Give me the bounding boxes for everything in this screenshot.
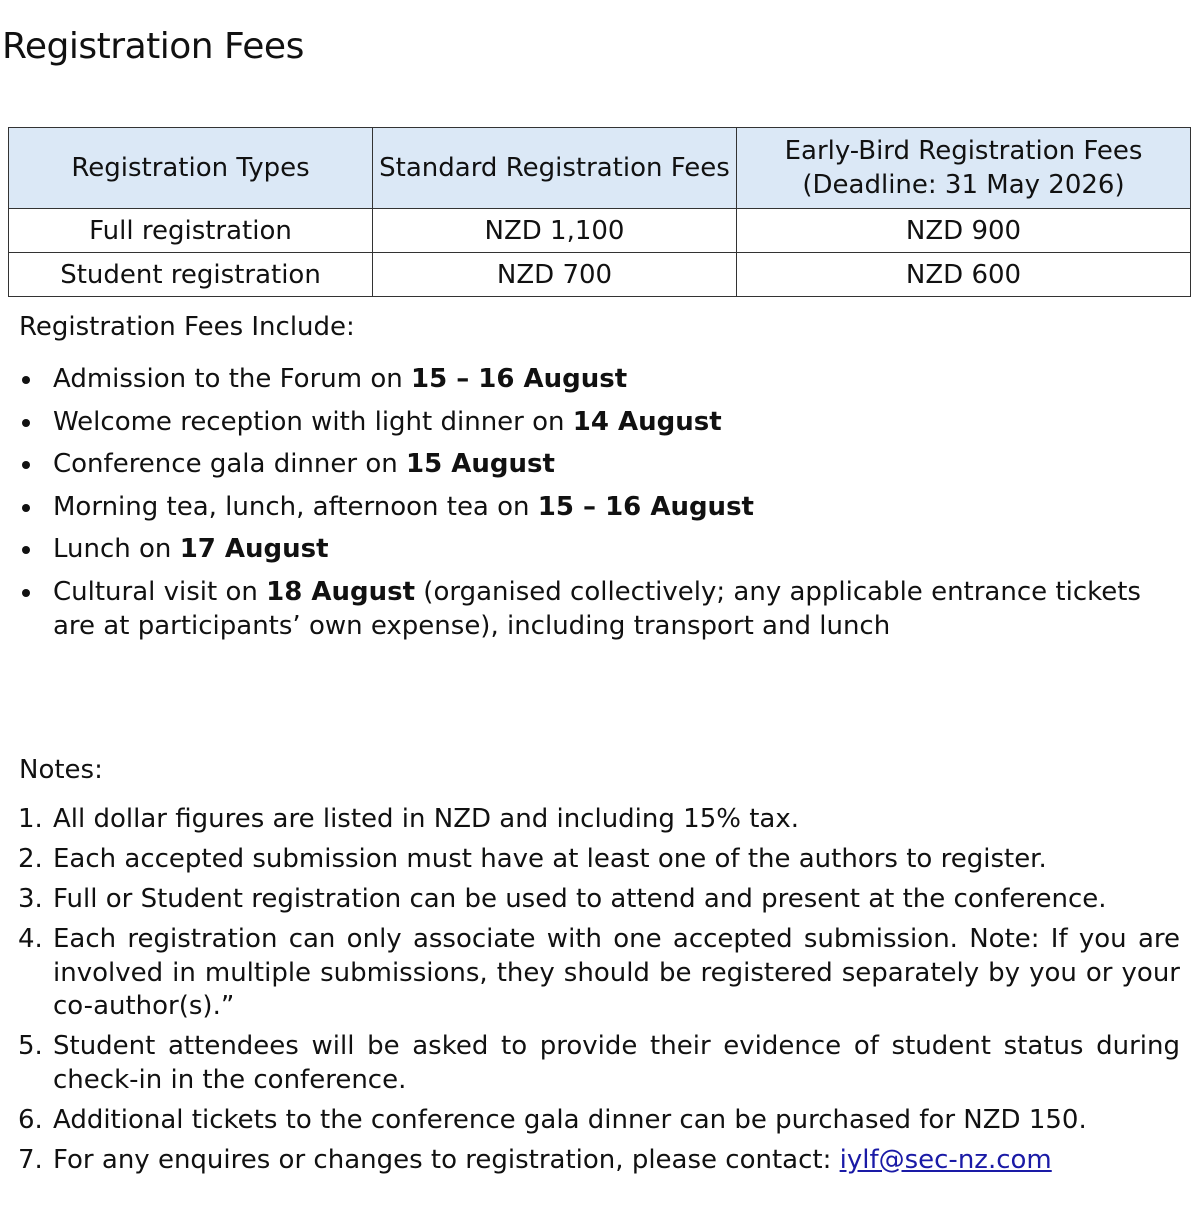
cell-type: Full registration bbox=[9, 209, 373, 253]
date-text: 15 – 16 August bbox=[537, 491, 754, 522]
notes-heading: Notes: bbox=[19, 755, 103, 785]
item-text: Each accepted submission must have at least one of the authors to register. bbox=[53, 844, 1047, 874]
fees-table bbox=[8, 127, 1191, 297]
item-text: Full or Student registration can be used to attend and present at the conference. bbox=[53, 884, 1107, 914]
table-row bbox=[9, 253, 1191, 297]
item-text: Additional tickets to the conference gala dinner can be purchased for NZD 150. bbox=[53, 1104, 1087, 1135]
note-number: 1. bbox=[18, 804, 43, 834]
date-text: 14 August bbox=[572, 406, 722, 437]
item-text: Admission to the Forum on bbox=[53, 364, 411, 394]
notes-list bbox=[0, 803, 1180, 1184]
page-title: Registration Fees bbox=[2, 26, 304, 67]
include-item bbox=[0, 532, 1190, 566]
item-text: Welcome reception with light dinner on bbox=[53, 406, 573, 437]
item-text: Morning tea, lunch, afternoon tea on bbox=[53, 491, 538, 522]
item-text: Lunch on bbox=[53, 534, 180, 564]
date-text: 15 August bbox=[405, 449, 555, 479]
item-text: All dollar figures are listed in NZD and including 15% tax. bbox=[53, 804, 799, 834]
includes-list bbox=[0, 362, 1190, 651]
cell-early-bird: NZD 600 bbox=[737, 253, 1191, 297]
header-registration-types: Registration Types bbox=[9, 128, 373, 209]
note-item bbox=[0, 1030, 1180, 1097]
include-item bbox=[0, 362, 1190, 396]
note-item bbox=[0, 1144, 1180, 1178]
include-item bbox=[0, 490, 1190, 524]
note-number: 4. bbox=[18, 924, 43, 954]
item-text: For any enquires or changes to registration, please contact: bbox=[53, 1144, 840, 1175]
note-item bbox=[0, 1104, 1180, 1138]
note-item bbox=[0, 923, 1180, 1024]
item-text: Student attendees will be asked to provide their evidence of student status during check-in in the conference. bbox=[53, 1031, 1180, 1095]
note-number: 5. bbox=[18, 1031, 43, 1061]
include-item bbox=[0, 447, 1190, 481]
table-header-row bbox=[9, 128, 1191, 209]
item-text: Each registration can only associate with one accepted submission. Note: If you are involved in multiple submissions, they should be registered separately by you or your co-author(s).” bbox=[53, 924, 1180, 1021]
include-item bbox=[0, 405, 1190, 439]
item-text: Cultural visit on bbox=[53, 576, 267, 607]
date-text: 17 August bbox=[179, 534, 329, 564]
date-text: 15 – 16 August bbox=[411, 364, 628, 394]
note-number: 7. bbox=[18, 1144, 43, 1175]
table-row bbox=[9, 209, 1191, 253]
cell-standard: NZD 1,100 bbox=[373, 209, 737, 253]
note-number: 3. bbox=[18, 884, 43, 914]
cell-early-bird: NZD 900 bbox=[737, 209, 1191, 253]
note-item bbox=[0, 843, 1180, 877]
item-text: Conference gala dinner on bbox=[53, 449, 406, 479]
header-standard-fees: Standard Registration Fees bbox=[373, 128, 737, 209]
header-early-bird-fees: Early-Bird Registration Fees (Deadline: 31 May 2026) bbox=[737, 128, 1191, 209]
note-number: 6. bbox=[18, 1104, 43, 1135]
cell-type: Student registration bbox=[9, 253, 373, 297]
item-text: (organised collectively; any applicable entrance tickets are at participants’ own expense), including transport and lunch bbox=[53, 576, 1141, 641]
date-text: 18 August bbox=[266, 576, 416, 607]
note-item bbox=[0, 803, 1180, 837]
contact-email-link[interactable]: iylf@sec-nz.com bbox=[839, 1144, 1052, 1175]
cell-standard: NZD 700 bbox=[373, 253, 737, 297]
includes-heading: Registration Fees Include: bbox=[19, 312, 355, 342]
note-item bbox=[0, 883, 1180, 917]
include-item bbox=[0, 575, 1190, 643]
note-number: 2. bbox=[18, 844, 43, 874]
